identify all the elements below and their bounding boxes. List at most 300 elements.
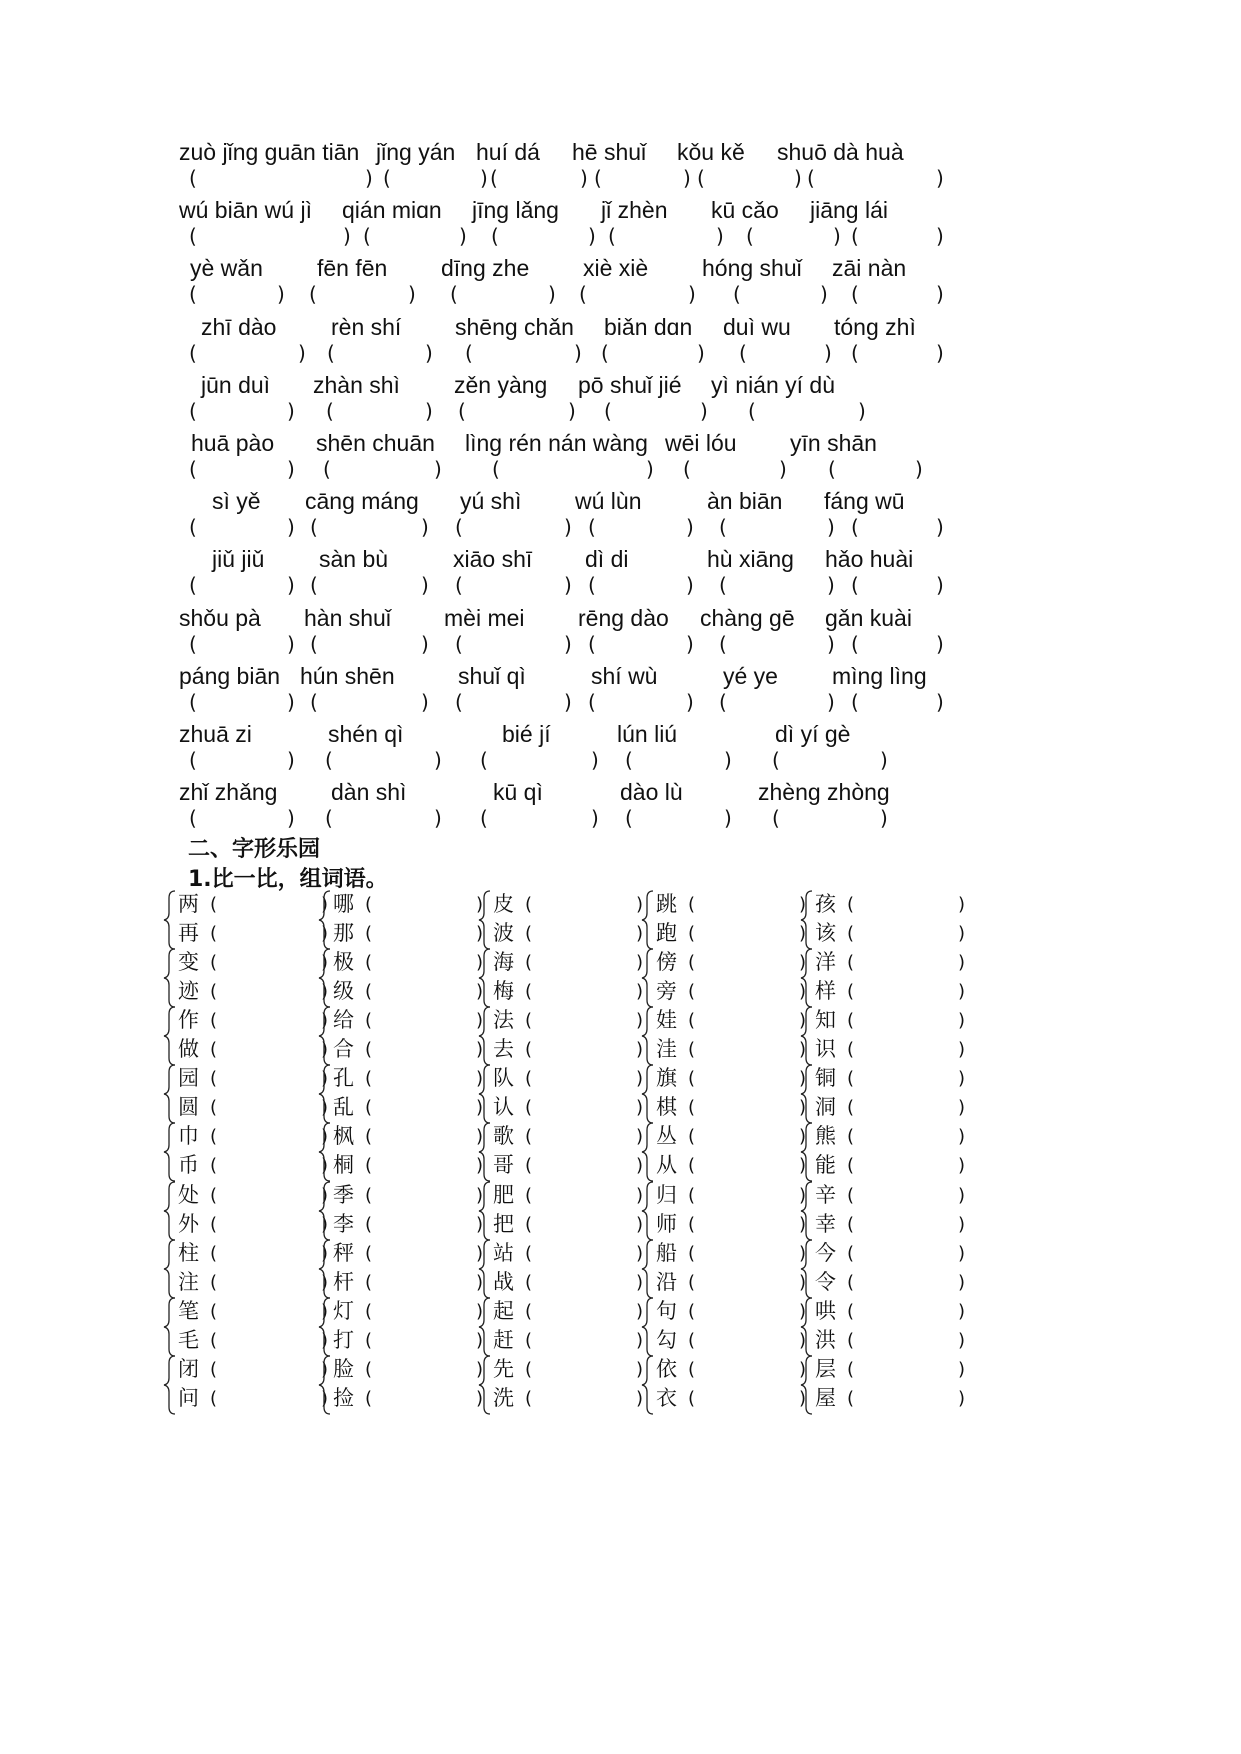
- char-pair-group: [475, 1121, 648, 1183]
- char-pair-line: [178, 947, 328, 978]
- word-blank-open[interactable]: (: [525, 1155, 533, 1177]
- answer-blank-open[interactable]: (: [455, 631, 463, 656]
- character: 洗: [493, 1385, 514, 1410]
- character: 师: [656, 1211, 677, 1236]
- word-blank-open[interactable]: (: [688, 1097, 696, 1119]
- pinyin-word: wú lùn: [575, 488, 642, 515]
- answer-blank-close: ): [365, 166, 373, 190]
- answer-blank-close: ): [425, 340, 433, 365]
- word-blank-open[interactable]: (: [525, 1039, 533, 1061]
- word-blank-open[interactable]: (: [210, 1155, 218, 1177]
- word-blank-open[interactable]: (: [365, 952, 373, 974]
- character: 那: [333, 921, 354, 945]
- character: 巾: [178, 1124, 199, 1149]
- answer-blank-open[interactable]: (: [851, 689, 859, 714]
- word-blank-open[interactable]: (: [847, 1010, 855, 1032]
- character: 勾: [656, 1327, 677, 1352]
- word-blank-open[interactable]: (: [210, 952, 218, 974]
- answer-blank-open[interactable]: (: [189, 398, 197, 423]
- char-pair-line: [178, 1325, 328, 1356]
- brace-icon: [800, 1063, 814, 1125]
- word-blank-open[interactable]: (: [210, 1039, 218, 1061]
- char-pair-group: [641, 889, 811, 951]
- pinyin-word: pō shuǐ jié: [578, 371, 682, 398]
- character: 皮: [493, 892, 514, 916]
- answer-blank-open[interactable]: (: [579, 282, 587, 307]
- char-pair-line: [493, 1267, 643, 1298]
- char-pair-group: [163, 1296, 333, 1358]
- char-pair-group: [475, 1180, 648, 1242]
- char-pair-line: [493, 1354, 643, 1385]
- pinyin-word: lún liú: [617, 721, 678, 747]
- char-pair-line: [656, 918, 806, 949]
- answer-blank-open[interactable]: (: [450, 282, 458, 307]
- word-blank-open[interactable]: (: [210, 981, 218, 1003]
- answer-blank-close: ): [421, 515, 429, 540]
- character: 秤: [333, 1240, 354, 1265]
- word-blank-open[interactable]: (: [210, 1126, 218, 1148]
- answer-blank-close: ): [277, 282, 285, 307]
- word-blank-open[interactable]: (: [525, 981, 533, 1003]
- answer-blank-open[interactable]: (: [189, 457, 197, 481]
- word-blank-open[interactable]: (: [688, 1068, 696, 1090]
- answer-blank-open[interactable]: (: [625, 806, 633, 831]
- answer-blank-open[interactable]: (: [455, 573, 463, 598]
- word-blank-open[interactable]: (: [525, 1358, 533, 1380]
- pinyin-word: páng biān: [179, 662, 281, 689]
- word-blank-close: ): [798, 1155, 806, 1177]
- brace-icon: [475, 1354, 492, 1416]
- word-blank-open[interactable]: (: [525, 1387, 533, 1409]
- answer-blank-open[interactable]: (: [309, 282, 317, 307]
- char-pair-line: [493, 1238, 643, 1269]
- character: 问: [178, 1385, 199, 1410]
- word-blank-open[interactable]: (: [365, 1300, 373, 1322]
- word-blank-close: ): [635, 1184, 643, 1206]
- word-blank-open[interactable]: (: [688, 1329, 696, 1351]
- answer-blank-open[interactable]: (: [465, 340, 473, 365]
- answer-blank-close: ): [880, 748, 888, 772]
- word-blank-open[interactable]: (: [525, 952, 533, 974]
- answer-blank-open[interactable]: (: [588, 631, 596, 656]
- answer-blank-close: ): [564, 573, 572, 598]
- word-blank-close: ): [957, 1271, 965, 1293]
- char-pair-line: [656, 1383, 806, 1414]
- character: 灯: [333, 1298, 354, 1323]
- answer-blank-open[interactable]: (: [772, 748, 780, 772]
- word-blank-open[interactable]: (: [365, 1126, 373, 1148]
- word-blank-open[interactable]: (: [688, 1213, 696, 1235]
- word-blank-open[interactable]: (: [365, 1010, 373, 1032]
- character: 赶: [493, 1327, 514, 1352]
- word-blank-open[interactable]: (: [365, 1039, 373, 1061]
- answer-blank-open[interactable]: (: [325, 748, 333, 772]
- character: 该: [815, 921, 836, 945]
- word-blank-open[interactable]: (: [365, 1242, 373, 1264]
- answer-blank-open[interactable]: (: [851, 282, 859, 307]
- char-pair-line: [815, 1063, 965, 1094]
- char-pair-line: [656, 1005, 806, 1036]
- char-pair-line: [178, 1150, 328, 1181]
- answer-blank-close: ): [688, 282, 696, 307]
- answer-blank-open[interactable]: (: [480, 806, 488, 831]
- char-pair-group: [475, 1005, 648, 1067]
- word-blank-open[interactable]: (: [688, 1126, 696, 1148]
- word-blank-close: ): [957, 1010, 965, 1032]
- word-blank-open[interactable]: (: [688, 1358, 696, 1380]
- word-blank-open[interactable]: (: [847, 981, 855, 1003]
- word-blank-open[interactable]: (: [688, 1039, 696, 1061]
- answer-blank-open[interactable]: (: [189, 515, 197, 540]
- word-blank-open[interactable]: (: [847, 923, 855, 944]
- character: 歌: [493, 1124, 514, 1149]
- word-blank-open[interactable]: (: [847, 1300, 855, 1322]
- char-pair-group: [163, 889, 333, 951]
- answer-blank-open[interactable]: (: [746, 224, 754, 249]
- char-pair-group: [641, 1354, 811, 1416]
- word-blank-open[interactable]: (: [847, 894, 855, 915]
- pinyin-word: cāng máng: [305, 488, 419, 515]
- word-blank-close: ): [798, 1068, 806, 1090]
- answer-blank-close: ): [591, 806, 599, 831]
- answer-blank-open[interactable]: (: [363, 224, 371, 249]
- answer-blank-open[interactable]: (: [455, 515, 463, 540]
- answer-blank-open[interactable]: (: [189, 573, 197, 598]
- char-pair-group: [475, 889, 648, 951]
- answer-blank-open[interactable]: (: [739, 340, 747, 365]
- word-blank-close: ): [635, 981, 643, 1003]
- word-blank-open[interactable]: (: [210, 923, 218, 944]
- answer-blank-open[interactable]: (: [851, 515, 859, 540]
- char-pair-line: [333, 1092, 483, 1123]
- word-blank-open[interactable]: (: [210, 1184, 218, 1206]
- answer-blank-open[interactable]: (: [719, 631, 727, 656]
- char-pair-line: [656, 947, 806, 978]
- char-pair-line: [493, 1383, 643, 1414]
- character: 依: [656, 1356, 677, 1381]
- answer-blank-open[interactable]: (: [189, 689, 197, 714]
- answer-blank-open[interactable]: (: [851, 340, 859, 365]
- answer-blank-open[interactable]: (: [490, 166, 498, 190]
- answer-blank-close: ): [724, 806, 732, 831]
- pinyin-word: jiāng lái: [810, 197, 888, 224]
- word-blank-open[interactable]: (: [688, 1387, 696, 1409]
- word-blank-open[interactable]: (: [210, 1097, 218, 1119]
- answer-blank-open[interactable]: (: [772, 806, 780, 831]
- word-blank-close: ): [475, 1329, 483, 1351]
- answer-blank-close: ): [779, 457, 787, 481]
- answer-blank-open[interactable]: (: [327, 340, 335, 365]
- character: 令: [815, 1269, 836, 1294]
- word-blank-open[interactable]: (: [365, 1097, 373, 1119]
- answer-blank-open[interactable]: (: [310, 689, 318, 714]
- brace-icon: [318, 947, 332, 1009]
- word-blank-open[interactable]: (: [688, 894, 696, 915]
- char-pair-line: [815, 1034, 965, 1065]
- character: 海: [493, 950, 514, 975]
- char-pair-line: [333, 1209, 483, 1240]
- word-blank-open[interactable]: (: [365, 1387, 373, 1409]
- word-blank-open[interactable]: (: [365, 894, 373, 915]
- brace-icon: [163, 1063, 177, 1125]
- answer-blank-open[interactable]: (: [189, 166, 197, 190]
- answer-blank-close: ): [936, 166, 944, 190]
- word-blank-close: ): [475, 952, 483, 974]
- char-pair-group: [318, 1238, 488, 1300]
- word-blank-open[interactable]: (: [365, 1155, 373, 1177]
- word-blank-open[interactable]: (: [365, 1271, 373, 1293]
- char-pair-line: [493, 889, 643, 920]
- character: 捡: [333, 1385, 354, 1410]
- word-blank-open[interactable]: (: [688, 1010, 696, 1032]
- char-pair-line: [178, 1209, 328, 1240]
- character: 杆: [333, 1269, 354, 1294]
- brace-icon: [475, 1180, 492, 1242]
- answer-blank-open[interactable]: (: [807, 166, 815, 190]
- character: 桐: [333, 1153, 354, 1178]
- word-blank-close: ): [635, 894, 643, 915]
- pinyin-word: lìng rén nán wàng: [465, 430, 648, 456]
- pinyin-word: jiǔ jiǔ: [212, 546, 265, 573]
- word-blank-open[interactable]: (: [847, 1329, 855, 1351]
- char-pair-group: [800, 1180, 970, 1242]
- answer-blank-open[interactable]: (: [608, 224, 616, 249]
- word-blank-open[interactable]: (: [525, 1010, 533, 1032]
- subsection-title: 1.比一比，组词语。: [188, 867, 388, 892]
- answer-blank-open[interactable]: (: [851, 224, 859, 249]
- answer-blank-close: ): [425, 398, 433, 423]
- word-blank-open[interactable]: (: [365, 1068, 373, 1090]
- answer-blank-open[interactable]: (: [851, 573, 859, 598]
- word-blank-open[interactable]: (: [688, 1271, 696, 1293]
- pinyin-word: zhuā zi: [179, 721, 252, 747]
- word-blank-close: ): [798, 1126, 806, 1148]
- word-blank-close: ): [475, 1213, 483, 1235]
- word-blank-open[interactable]: (: [847, 1068, 855, 1090]
- word-blank-open[interactable]: (: [525, 1184, 533, 1206]
- word-blank-open[interactable]: (: [847, 1271, 855, 1293]
- pinyin-word: zhèng zhòng: [758, 779, 890, 806]
- word-blank-open[interactable]: (: [210, 894, 218, 915]
- brace-icon: [800, 1121, 814, 1183]
- answer-blank-open[interactable]: (: [310, 573, 318, 598]
- answer-blank-open[interactable]: (: [683, 457, 691, 481]
- answer-blank-open[interactable]: (: [588, 573, 596, 598]
- brace-icon: [318, 1180, 332, 1242]
- char-pair-line: [178, 1296, 328, 1327]
- word-blank-open[interactable]: (: [365, 981, 373, 1003]
- character: 旗: [656, 1066, 677, 1091]
- word-blank-open[interactable]: (: [210, 1300, 218, 1322]
- char-pair-group: [163, 1121, 333, 1183]
- answer-blank-close: ): [298, 340, 306, 365]
- answer-blank-close: ): [421, 689, 429, 714]
- answer-blank-open[interactable]: (: [189, 282, 197, 307]
- answer-blank-open[interactable]: (: [189, 340, 197, 365]
- brace-icon: [318, 1005, 332, 1067]
- answer-blank-close: ): [287, 748, 295, 772]
- word-blank-open[interactable]: (: [847, 1039, 855, 1061]
- word-blank-close: ): [635, 1213, 643, 1235]
- word-blank-open[interactable]: (: [525, 894, 533, 915]
- word-blank-close: ): [475, 1126, 483, 1148]
- word-blank-open[interactable]: (: [847, 1184, 855, 1206]
- word-blank-open[interactable]: (: [210, 1329, 218, 1351]
- word-blank-open[interactable]: (: [688, 952, 696, 974]
- word-blank-open[interactable]: (: [688, 1184, 696, 1206]
- answer-blank-open[interactable]: (: [189, 748, 197, 772]
- answer-blank-open[interactable]: (: [851, 631, 859, 656]
- answer-blank-close: ): [936, 689, 944, 714]
- word-blank-open[interactable]: (: [525, 1329, 533, 1351]
- word-blank-open[interactable]: (: [365, 1358, 373, 1380]
- word-blank-open[interactable]: (: [525, 1126, 533, 1148]
- pinyin-word: hē shuǐ: [572, 139, 647, 165]
- char-pair-group: [318, 1180, 488, 1242]
- word-blank-open[interactable]: (: [847, 1126, 855, 1148]
- word-blank-open[interactable]: (: [525, 1300, 533, 1322]
- answer-blank-open[interactable]: (: [697, 166, 705, 190]
- char-pair-group: [800, 1063, 970, 1125]
- pinyin-word: rēng dào: [578, 604, 669, 631]
- word-blank-open[interactable]: (: [525, 923, 533, 944]
- word-blank-close: ): [635, 1039, 643, 1061]
- word-blank-close: ): [635, 1097, 643, 1119]
- word-blank-open[interactable]: (: [847, 1242, 855, 1264]
- word-blank-open[interactable]: (: [210, 1271, 218, 1293]
- answer-blank-close: ): [408, 282, 416, 307]
- answer-blank-open[interactable]: (: [719, 573, 727, 598]
- answer-blank-open[interactable]: (: [491, 224, 499, 249]
- pinyin-word: dīng zhe: [441, 255, 530, 282]
- word-blank-open[interactable]: (: [847, 1387, 855, 1409]
- char-pair-group: [475, 947, 648, 1009]
- answer-blank-open[interactable]: (: [189, 224, 197, 249]
- word-blank-open[interactable]: (: [365, 1329, 373, 1351]
- word-blank-open[interactable]: (: [210, 1010, 218, 1032]
- answer-blank-open[interactable]: (: [625, 748, 633, 772]
- word-blank-open[interactable]: (: [365, 1213, 373, 1235]
- brace-icon: [641, 1238, 655, 1300]
- word-blank-open[interactable]: (: [365, 923, 373, 944]
- answer-blank-open[interactable]: (: [189, 806, 197, 831]
- word-blank-open[interactable]: (: [847, 952, 855, 974]
- answer-blank-open[interactable]: (: [458, 398, 466, 423]
- word-blank-open[interactable]: (: [847, 1155, 855, 1177]
- char-pair-line: [333, 1150, 483, 1181]
- word-blank-open[interactable]: (: [688, 981, 696, 1003]
- word-blank-open[interactable]: (: [688, 1155, 696, 1177]
- answer-blank-open[interactable]: (: [325, 806, 333, 831]
- word-blank-open[interactable]: (: [847, 1097, 855, 1119]
- char-pair-line: [178, 1034, 328, 1065]
- answer-blank-close: ): [287, 398, 295, 423]
- char-pair-group: [800, 1121, 970, 1183]
- answer-blank-open[interactable]: (: [326, 398, 334, 423]
- answer-blank-open[interactable]: (: [601, 340, 609, 365]
- word-blank-open[interactable]: (: [688, 923, 696, 944]
- word-blank-open[interactable]: (: [365, 1184, 373, 1206]
- pinyin-word: yì nián yí dù: [711, 371, 836, 398]
- word-blank-open[interactable]: (: [210, 1242, 218, 1264]
- pinyin-word: biǎn dɑn: [604, 313, 693, 340]
- answer-blank-open[interactable]: (: [383, 166, 391, 190]
- word-blank-open[interactable]: (: [525, 1242, 533, 1264]
- word-blank-open[interactable]: (: [525, 1068, 533, 1090]
- answer-blank-open[interactable]: (: [733, 282, 741, 307]
- character: 波: [493, 921, 514, 945]
- word-blank-open[interactable]: (: [688, 1300, 696, 1322]
- answer-blank-close: ): [936, 515, 944, 540]
- pinyin-word: zhī dào: [201, 313, 277, 340]
- word-blank-open[interactable]: (: [210, 1358, 218, 1380]
- word-blank-open[interactable]: (: [525, 1097, 533, 1119]
- answer-blank-open[interactable]: (: [604, 398, 612, 423]
- answer-blank-open[interactable]: (: [588, 515, 596, 540]
- char-pair-line: [493, 1150, 643, 1181]
- answer-blank-open[interactable]: (: [719, 689, 727, 714]
- answer-blank-open[interactable]: (: [480, 748, 488, 772]
- answer-blank-open[interactable]: (: [492, 457, 500, 481]
- answer-blank-open[interactable]: (: [189, 631, 197, 656]
- char-pair-line: [493, 976, 643, 1007]
- brace-icon: [475, 1296, 492, 1358]
- answer-blank-close: ): [588, 224, 596, 249]
- answer-blank-open[interactable]: (: [719, 515, 727, 540]
- char-pair-line: [656, 976, 806, 1007]
- answer-blank-open[interactable]: (: [588, 689, 596, 714]
- word-blank-open[interactable]: (: [688, 1242, 696, 1264]
- char-pair-line: [333, 1296, 483, 1327]
- character: 币: [178, 1153, 199, 1178]
- word-blank-open[interactable]: (: [847, 1213, 855, 1235]
- answer-blank-close: ): [434, 457, 442, 481]
- pinyin-word: àn biān: [707, 488, 783, 515]
- answer-blank-open[interactable]: (: [455, 689, 463, 714]
- answer-blank-open[interactable]: (: [310, 631, 318, 656]
- word-blank-open[interactable]: (: [525, 1213, 533, 1235]
- pinyin-word: sì yě: [212, 488, 261, 515]
- word-blank-open[interactable]: (: [210, 1213, 218, 1235]
- answer-blank-open[interactable]: (: [323, 457, 331, 481]
- pinyin-word: shén qì: [328, 721, 404, 747]
- word-blank-open[interactable]: (: [210, 1387, 218, 1409]
- answer-blank-close: ): [936, 340, 944, 365]
- word-blank-close: ): [957, 1126, 965, 1148]
- char-pair-line: [656, 889, 806, 920]
- pinyin-word: sàn bù: [319, 546, 389, 573]
- char-pair-line: [333, 1267, 483, 1298]
- char-pair-line: [333, 1354, 483, 1385]
- answer-blank-open[interactable]: (: [748, 398, 756, 423]
- pinyin-word: zuò jǐng guān tiān: [179, 139, 360, 165]
- char-pair-line: [333, 1180, 483, 1211]
- word-blank-open[interactable]: (: [210, 1068, 218, 1090]
- answer-blank-open[interactable]: (: [594, 166, 602, 190]
- brace-icon: [641, 889, 655, 951]
- answer-blank-close: ): [833, 224, 841, 249]
- character: 合: [333, 1037, 354, 1062]
- answer-blank-open[interactable]: (: [310, 515, 318, 540]
- answer-blank-open[interactable]: (: [828, 457, 836, 481]
- word-blank-open[interactable]: (: [847, 1358, 855, 1380]
- brace-icon: [641, 947, 655, 1009]
- word-blank-close: ): [957, 952, 965, 974]
- word-blank-close: ): [635, 1155, 643, 1177]
- answer-blank-close: ): [827, 573, 835, 598]
- character: 丛: [656, 1124, 677, 1149]
- word-blank-open[interactable]: (: [525, 1271, 533, 1293]
